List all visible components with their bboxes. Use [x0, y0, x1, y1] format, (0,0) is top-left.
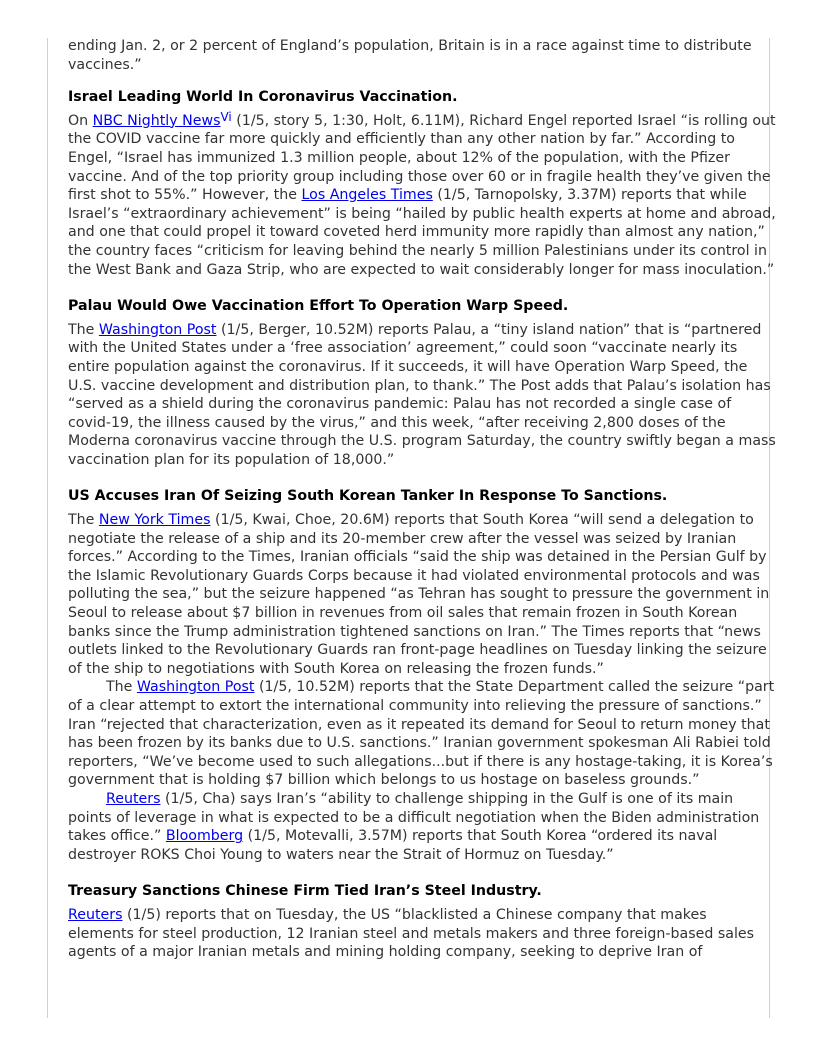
section-heading-iran-tanker: US Accuses Iran Of Seizing South Korean Tanker In Response To Sanctions.: [68, 488, 668, 505]
text: (1/5, Berger, 10.52M) reports Palau, a “tiny island nation” that is “partnered with the United States under a ‘free association’ agreement,” could soon “vaccinate nearly its entire population against the coronavirus. If it succeeds, it will have Operation Warp Speed, the U.S. vaccine development and distribution plan, to thank.” The Post adds that Palau’s isolation has “served as a shield during the coronavirus pandemic: Palau has not recorded a single case of covid-19, the illness caused by the virus,” and this week, “after receiving 2,800 doses of the Moderna coronavirus vaccine through the U.S. program Saturday, the country swiftly began a mass vaccination plan for its population of 18,000.”: [68, 321, 776, 468]
text: (1/5, story 5, 1:30, Holt, 6.11M), Richard Engel reported Israel “is rolling out the COVID vaccine far more quickly and efficiently than any other nation by far.” According to Engel, “Israel has immunized 1.3 million people, about 12% of the population, with the Pfizer vaccine. And of the top priority group including those over 60 or in fragile health they’ve given the first shot to 55%.” However, the: [68, 112, 776, 204]
treasury-paragraph: [68, 906, 776, 962]
text: The: [106, 679, 137, 696]
section-heading-treasury-sanctions: Treasury Sanctions Chinese Firm Tied Iran’s Steel Industry.: [68, 883, 542, 900]
text: The: [68, 512, 99, 529]
palau-paragraph: [68, 321, 776, 470]
document-body: [68, 37, 776, 962]
link-reuters[interactable]: Reuters: [68, 906, 123, 923]
iran-paragraph-1: [68, 511, 776, 678]
section-heading-palau: Palau Would Owe Vaccination Effort To Operation Warp Speed.: [68, 298, 569, 315]
iran-paragraph-3: [68, 790, 776, 864]
text: (1/5) reports that on Tuesday, the US “blacklisted a Chinese company that makes elements for steel production, 12 Iranian steel and metals makers and three foreign-based sales agents of a major Iranian metals and mining holding company, seeking to deprive Iran of: [68, 906, 755, 961]
link-new-york-times[interactable]: New York Times: [98, 512, 211, 529]
intro-paragraph: ending Jan. 2, or 2 percent of England’s population, Britain is in a race against time to distribute vaccines.”: [68, 38, 752, 73]
text: (1/5, 10.52M) reports that the State Department called the seizure “part of a clear attempt to extort the international community into relieving the pressure of sanctions.” Iran “rejected that characterization, even as it repeated its demand for Seoul to return money that has been frozen by its banks due to U.S. sanctions.” Iranian government spokesman Ali Rabiei told reporters, “We’ve become used to such allegations...but if there is any hostage-taking, it is Korea’s government that is holding $7 billion which belongs to us hostage on baseless grounds.”: [68, 679, 775, 789]
text: The: [68, 321, 99, 338]
video-marker[interactable]: Vi: [220, 109, 232, 124]
link-bloomberg[interactable]: Bloomberg: [165, 828, 244, 845]
text: (1/5, Kwai, Choe, 20.6M) reports that South Korea “will send a delegation to negotiate the release of a ship and its 20-member crew after the vessel was seized by Iranian forces.” According to the Times, Iranian officials “said the ship was detained in the Persian Gulf by the Islamic Revolutionary Guards Corps because it had violated environmental protocols and was polluting the sea,” but the seizure happened “as Tehran has sought to pressure the government in Seoul to release about $7 billion in revenues from oil sales that remain frozen in South Korean banks since the Trump administration tightened sanctions on Iran.” The Times reports that “news outlets linked to the Revolutionary Guards ran front-page headlines on Tuesday linking the seizure of the ship to negotiations with South Korea on releasing the frozen funds.”: [68, 512, 770, 677]
link-nbc-nightly-news[interactable]: NBC Nightly News: [92, 112, 221, 129]
text: (1/5, Cha) says Iran’s “ability to challenge shipping in the Gulf is one of its main points of leverage in what is expected to be a difficult negotiation when the Biden administration takes office.”: [68, 790, 760, 845]
text: (1/5, Tarnopolsky, 3.37M) reports that while Israel’s “extraordinary achievement” is being “hailed by public health experts at home and abroad, and one that could propel it toward coveted herd immunity more rapidly than almost any nation,” the country faces “criticism for leaving behind the nearly 5 million Palestinians under its control in the West Bank and Gaza Strip, who are expected to wait considerably longer for mass inoculation.”: [68, 187, 776, 278]
israel-paragraph: [68, 109, 776, 279]
link-reuters[interactable]: Reuters: [106, 790, 161, 807]
link-washington-post[interactable]: Washington Post: [98, 321, 217, 338]
iran-paragraph-2: [68, 678, 776, 790]
link-los-angeles-times[interactable]: Los Angeles Times: [301, 187, 433, 204]
text: (1/5, Motevalli, 3.57M) reports that South Korea “ordered its naval destroyer ROKS Choi Young to waters near the Strait of Hormuz on Tuesday.”: [68, 828, 718, 863]
text: On: [68, 112, 93, 129]
section-heading-israel: Israel Leading World In Coronavirus Vaccination.: [68, 89, 458, 106]
link-washington-post[interactable]: Washington Post: [136, 679, 255, 696]
